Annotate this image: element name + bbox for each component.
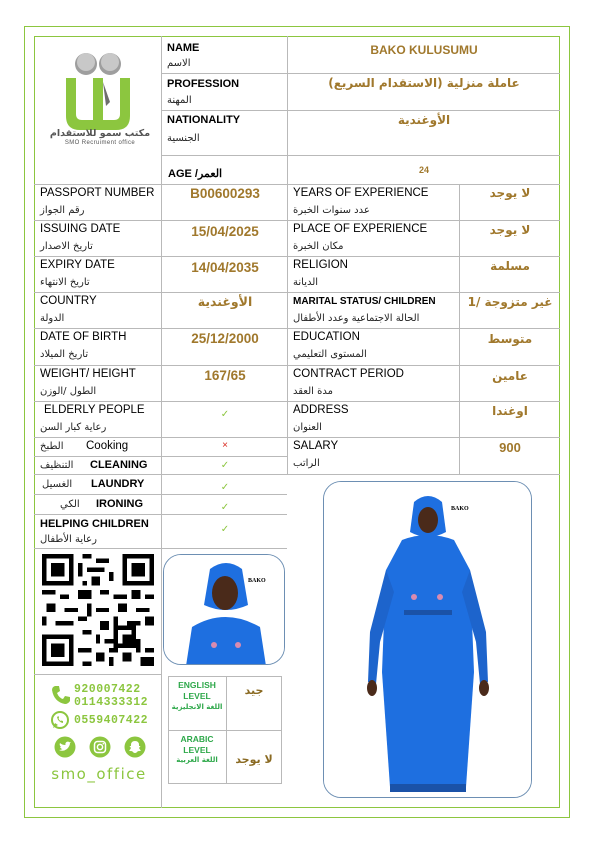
name-value: BAKO KULUSUMU [370,43,478,57]
logo-figures-icon [40,42,158,132]
phone-number-2: 0114333312 [74,696,149,709]
salary-value: 900 [499,440,521,455]
elderly-label: ELDERLY PEOPLE [44,404,145,416]
contract-period-label-ar: مدة العقد [293,386,333,397]
years-experience-label-ar: عدد سنوات الخبرة [293,205,370,216]
full-body-photo [323,481,532,798]
marital-status-label-ar: الحالة الاجتماعية وعدد الأطفال [293,313,420,324]
grid-line [34,548,287,549]
passport-number-label-ar: رقم الجواز [40,205,85,216]
profession-value: عاملة منزلية (الاستقدام السريع) [328,76,520,90]
grid-line [34,456,287,457]
contract-period-value: عامين [492,369,528,383]
grid-line [287,36,288,186]
education-label: EDUCATION [293,331,360,343]
laundry-label-ar: الغسيل [42,479,73,490]
snapchat-icon[interactable] [124,736,146,758]
place-experience-label: PLACE OF EXPERIENCE [293,223,428,235]
elderly-check-icon: ✓ [220,409,230,420]
religion-label: RELIGION [293,259,348,271]
logo-brand-en: SMO Recruiment office [64,140,136,146]
grid-line [34,365,560,366]
contract-period-label: CONTRACT PERIOD [293,368,404,380]
phone-icon [50,684,72,706]
cooking-cross-icon: × [222,440,228,451]
english-level-label-ar: اللغة الانجليزية [171,703,223,711]
twitter-icon[interactable] [54,736,76,758]
laundry-label: LAUNDRY [91,478,145,490]
portrait-photo [163,554,285,665]
whatsapp-icon [50,710,70,730]
nationality-label-ar: الجنسية [167,133,200,144]
arabic-level-label-2: LEVEL [183,745,211,755]
weight-height-label: WEIGHT/ HEIGHT [40,368,136,380]
helping-children-label: HELPING CHILDREN [40,518,149,530]
country-value: الأوغندية [197,294,253,309]
issuing-date-label-ar: تاريخ الاصدار [40,241,93,252]
address-value: اوغندا [492,404,528,418]
country-label: COUNTRY [40,295,97,307]
phone-number-1: 920007422 [74,683,141,696]
english-level-value: جيد [244,684,264,697]
arabic-level-label-1: ARABIC [180,734,214,744]
arabic-level-label-ar: اللغة العربية [176,756,218,764]
ironing-label-ar: الكي [60,499,80,510]
age-label: AGE /العمر [168,168,223,180]
address-label-ar: العنوان [293,422,322,433]
helping-children-label-ar: رعاية الأطفال [40,534,97,545]
grid-line [34,494,287,495]
issuing-date-label: ISSUING DATE [40,223,121,235]
grid-line [34,220,560,221]
issuing-date-value: 15/04/2025 [191,224,259,239]
english-level-label-1: ENGLISH [178,680,216,690]
nationality-value: الأوغندية [397,113,451,127]
grid-line [34,474,560,475]
language-divider [169,730,281,731]
cleaning-check-icon: ✓ [220,460,230,471]
address-label: ADDRESS [293,404,349,416]
ironing-check-icon: ✓ [220,502,230,513]
cleaning-label: CLEANING [90,459,148,471]
education-label-ar: المستوى التعليمي [293,349,367,360]
date-of-birth-label: DATE OF BIRTH [40,331,127,343]
cleaning-label-ar: التنظيف [40,460,74,471]
weight-height-label-ar: الطول /الوزن [40,386,97,397]
education-value: متوسط [487,332,533,346]
years-experience-label: YEARS OF EXPERIENCE [293,187,429,199]
company-logo [40,42,158,148]
english-level-label-2: LEVEL [183,691,211,701]
logo-brand-ar: مكتب سمو للاستقدام [49,128,151,139]
qr-code-icon [42,554,154,666]
expiry-date-label-ar: تاريخ الانتهاء [40,277,90,288]
place-experience-label-ar: مكان الخبرة [293,241,344,252]
grid-line [34,256,560,257]
grid-line [34,328,560,329]
age-value: 24 [418,165,429,175]
grid-line [161,73,560,74]
profession-label: PROFESSION [167,78,240,90]
name-label: NAME [167,42,200,54]
grid-line [34,292,560,293]
name-label-ar: الاسم [167,58,191,69]
marital-status-value: غير متزوجة /1 [467,295,553,309]
grid-line [34,514,287,515]
children-check-icon: ✓ [220,524,230,535]
expiry-date-value: 14/04/2035 [191,260,259,275]
religion-value: مسلمة [490,259,530,273]
instagram-icon[interactable] [89,736,111,758]
arabic-level-value: لا يوجد [235,753,273,766]
ironing-label: IRONING [96,498,144,510]
cooking-label: Cooking [86,440,129,452]
grid-line [161,36,162,808]
date-of-birth-label-ar: تاريخ الميلاد [40,349,89,360]
passport-number-label: PASSPORT NUMBER [40,187,155,199]
full-photo-caption: BAKO [451,506,469,512]
portrait-image [164,555,285,665]
nationality-label: NATIONALITY [167,114,241,126]
grid-line [34,437,560,438]
marital-status-label: MARITAL STATUS/ CHILDREN [293,296,436,307]
cooking-label-ar: الطبخ [40,441,64,452]
whatsapp-number: 0559407422 [74,714,149,727]
grid-line [161,110,560,111]
salary-label: SALARY [293,440,339,452]
religion-label-ar: الديانة [293,277,319,288]
grid-line [161,155,560,156]
full-body-portrait [324,482,532,798]
weight-height-value: 167/65 [204,368,246,383]
portrait-caption: BAKO [248,578,266,584]
social-handle: smo_office [51,765,147,783]
country-label-ar: الدولة [40,313,65,324]
grid-line [34,401,560,402]
salary-label-ar: الراتب [293,458,320,469]
expiry-date-label: EXPIRY DATE [40,259,115,271]
laundry-check-icon: ✓ [220,482,230,493]
date-of-birth-value: 25/12/2000 [191,331,259,346]
grid-line [34,674,161,675]
place-experience-value: لا يوجد [489,223,531,237]
profession-label-ar: المهنة [167,95,192,106]
passport-number-value: B00600293 [190,186,260,201]
qr-code [42,554,154,666]
years-experience-value: لا يوجد [489,186,531,200]
elderly-label-ar: رعاية كبار السن [40,422,107,433]
